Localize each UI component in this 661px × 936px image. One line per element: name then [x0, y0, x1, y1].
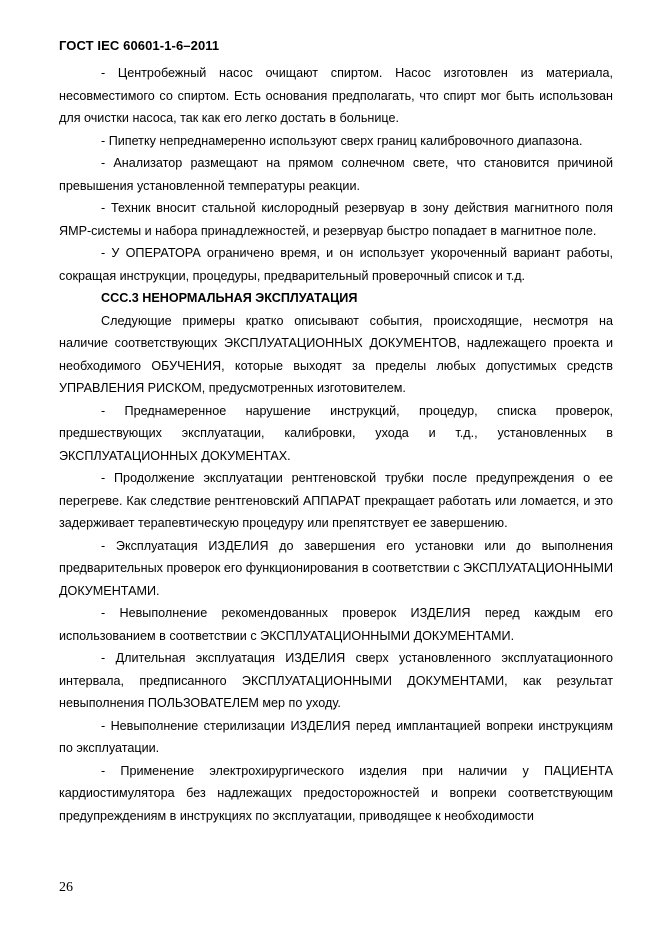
paragraph: - Техник вносит стальной кислородный резервуар в зону действия магнитного поля ЯМР-системы и набора принадлежностей, и резервуар быстро попадает в магнитное поле. — [59, 201, 613, 238]
paragraph: - Продолжение эксплуатации рентгеновской трубки после предупреждения о ее перегреве. Как следствие рентгеновский АППАРАТ прекращает работать или ломается, и это задерживает терапевтическую процедуру или препятствует ее завершению. — [59, 471, 613, 530]
paragraph: - Анализатор размещают на прямом солнечном свете, что становится причиной превышения установленной температуры реакции. — [59, 156, 613, 193]
paragraph: - У ОПЕРАТОРА ограничено время, и он использует укороченный вариант работы, сокращая инструкции, процедуры, предварительный проверочный список и т.д. — [59, 246, 613, 283]
body-text — [59, 62, 613, 827]
page-number: 26 — [59, 880, 73, 895]
paragraph: Следующие примеры кратко описывают события, происходящие, несмотря на наличие соответствующих ЭКСПЛУАТАЦИОННЫХ ДОКУМЕНТОВ, надлежащего проекта и необходимого ОБУЧЕНИЯ, которые выходят за пределы любых допустимых средств УПРАВЛЕНИЯ РИСКОМ, предусмотренных изготовителем. — [59, 313, 613, 395]
paragraph: - Пипетку непреднамеренно используют сверх границ калибровочного диапазона. — [101, 133, 583, 148]
paragraph: - Невыполнение рекомендованных проверок ИЗДЕЛИЯ перед каждым его использованием в соответствии с ЭКСПЛУАТАЦИОННЫМИ ДОКУМЕНТАМИ. — [59, 606, 613, 643]
section-heading: CCC.3 НЕНОРМАЛЬНАЯ ЭКСПЛУАТАЦИЯ — [101, 291, 358, 305]
standard-header: ГОСТ IEC 60601-1-6–2011 — [59, 38, 220, 53]
paragraph: - Центробежный насос очищают спиртом. Насос изготовлен из материала, несовместимого со спиртом. Есть основания предполагать, что спирт мог быть использован для очистки насоса, так как его легко достать в больнице. — [59, 66, 613, 125]
paragraph: - Применение электрохирургического изделия при наличии у ПАЦИЕНТА кардиостимулятора без надлежащих предосторожностей и вопреки соответствующим предупреждениям в инструкциях по эксплуатации, приводящее к необходимости — [59, 763, 613, 823]
paragraph: - Преднамеренное нарушение инструкций, процедур, списка проверок, предшествующих эксплуатации, калибровки, ухода и т.д., установленных в ЭКСПЛУАТАЦИОННЫХ ДОКУМЕНТАХ. — [59, 403, 613, 463]
paragraph: - Невыполнение стерилизации ИЗДЕЛИЯ перед имплантацией вопреки инструкциям по эксплуатации. — [59, 718, 613, 755]
paragraph: - Длительная эксплуатация ИЗДЕЛИЯ сверх установленного эксплуатационного интервала, предписанного ЭКСПЛУАТАЦИОННЫМИ ДОКУМЕНТАМИ, как результат невыполнения ПОЛЬЗОВАТЕЛЕМ мер по уходу. — [59, 651, 613, 710]
paragraph: - Эксплуатация ИЗДЕЛИЯ до завершения его установки или до выполнения предварительных проверок его функционирования в соответствии с ЭКСПЛУАТАЦИОННЫМИ ДОКУМЕНТАМИ. — [59, 538, 613, 598]
